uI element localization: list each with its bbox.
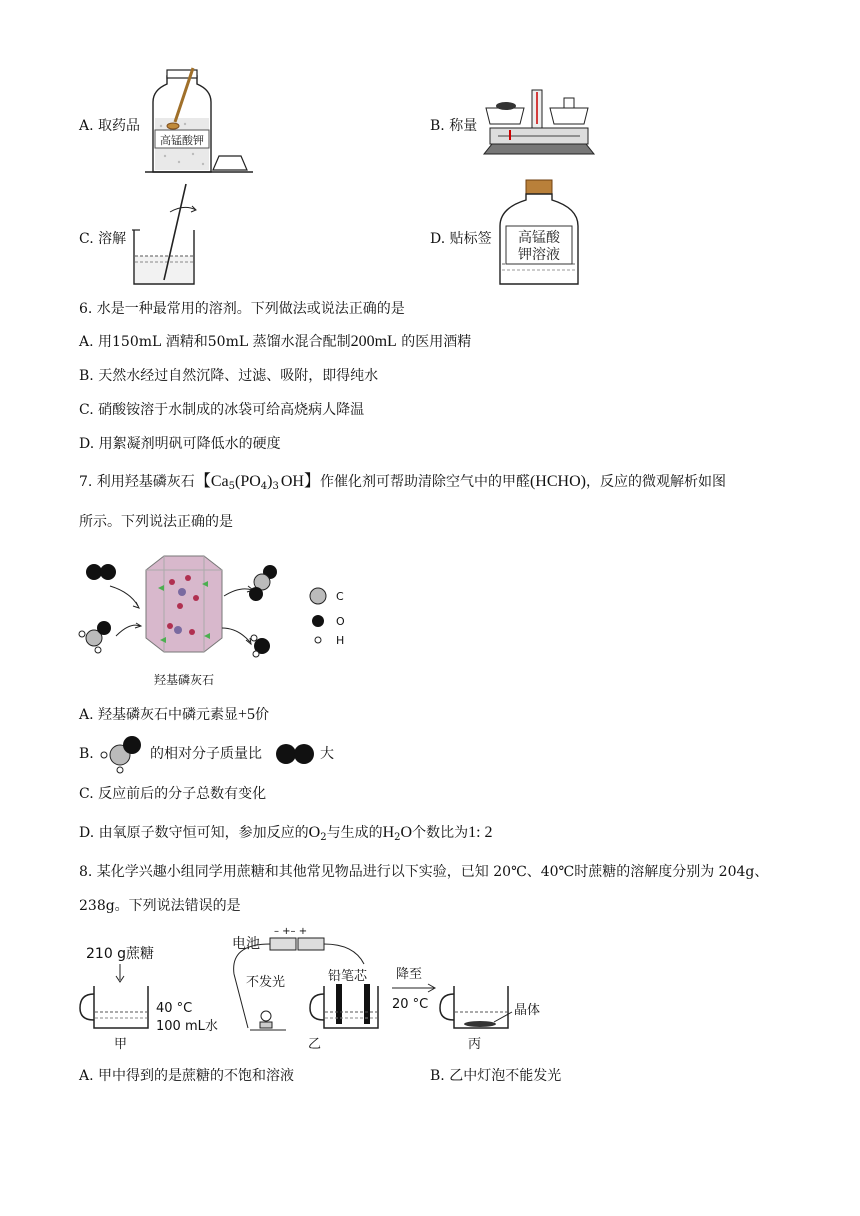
q8-option-b: B. 乙中灯泡不能发光 (430, 1068, 562, 1084)
q6-a-value-3: 200mL (350, 333, 397, 350)
formula-sub-4: 4 (260, 481, 268, 492)
q5-option-c: C. 溶解 (79, 231, 127, 247)
formula-ca: Ca (210, 473, 229, 490)
label-line-2: 钾溶液 (518, 247, 560, 263)
beaker-jia-label: 甲 (114, 1037, 128, 1052)
q6-a-prefix: A. 用 (79, 334, 113, 350)
formula-o-sub: 2 (320, 832, 327, 843)
label-bottle-figure (496, 178, 582, 288)
q7-option-c: C. 反应前后的分子总数有变化 (79, 786, 267, 802)
q7-option-d (79, 823, 493, 848)
q6-option-c: C. 硝酸铵溶于水制成的冰袋可给高烧病人降温 (79, 402, 365, 418)
dissolve-figure (130, 182, 200, 288)
catalyst-caption: 羟基磷灰石 (153, 673, 215, 687)
pencil-lead-label: 铅笔芯 (328, 969, 368, 984)
q7-a-suffix: 价 (255, 707, 270, 723)
oxygen-molecule-icon (274, 742, 318, 766)
q7-d-mid-2: 个数比为 (412, 825, 469, 841)
q7-a-prefix: A. 羟基磷灰石中磷元素显 (79, 707, 239, 723)
svg-text:– +– +: – +– + (274, 926, 308, 937)
sugar-experiment-diagram (74, 926, 564, 1056)
q5-option-b: B. 称量 (430, 118, 478, 134)
formula-o-end: O (400, 824, 413, 841)
q7-stem-mid: 作催化剂可帮助清除空气中的甲醛 (319, 474, 530, 490)
reaction-diagram (74, 548, 364, 688)
crystal-label: 晶体 (514, 1003, 541, 1018)
q8-stem-line-2: 238g。下列说法错误的是 (79, 898, 241, 914)
temp-40-label: 40 °C (156, 1001, 193, 1016)
q6-option-d: D. 用絮凝剂明矾可降低水的硬度 (79, 436, 281, 452)
q6-a-suffix: 的医用酒精 (401, 334, 472, 350)
formula-h: H (382, 824, 395, 841)
legend-o: O (336, 615, 345, 628)
q7-stem-suffix: ，反应的微观解析如图 (585, 474, 726, 490)
label-line-1: 高锰酸 (518, 230, 560, 246)
formula-h-sub: 2 (394, 832, 401, 843)
q7-d-ratio: 1: 2 (468, 824, 493, 841)
q7-option-b-suffix: 大 (320, 746, 334, 762)
balance-figure (480, 84, 598, 160)
beaker-bing-label: 丙 (468, 1037, 482, 1052)
q6-option-a (79, 332, 471, 352)
q6-option-b: B. 天然水经过自然沉降、过滤、吸附，即得纯水 (79, 368, 379, 384)
legend-c: C (336, 590, 344, 603)
q8-option-a: A. 甲中得到的是蔗糖的不饱和溶液 (79, 1068, 295, 1084)
legend-h: H (336, 634, 345, 647)
formula-oh: OH (280, 473, 304, 490)
no-light-label: 不发光 (246, 975, 286, 990)
q6-a-mid-1: 酒精和 (165, 334, 208, 350)
q7-stem-prefix: 7. 利用羟基磷灰石 (79, 474, 195, 490)
water-label: 100 mL水 (156, 1019, 218, 1034)
q8-stem-line-1: 8. 某化学兴趣小组同学用蔗糖和其他常见物品进行以下实验，已知 20℃、40℃时蔗糖的溶解度分别为 204g、 (79, 864, 769, 880)
q7-d-prefix: D. 由氧原子数守恒可知，参加反应的 (79, 825, 309, 841)
q7-a-value: +5 (238, 706, 256, 723)
temp-20-label: 20 °C (392, 997, 429, 1012)
q6-stem: 6. 水是一种最常用的溶剂。下列做法或说法正确的是 (79, 301, 405, 317)
q7-stem-line-2: 所示。下列说法正确的是 (79, 514, 233, 530)
q6-a-value-2: 50mL (207, 334, 249, 350)
formula-o: O (308, 824, 321, 841)
formula-sub-5: 5 (228, 481, 235, 492)
q7-d-mid: 与生成的 (326, 825, 383, 841)
q5-option-a: A. 取药品 (79, 118, 141, 134)
take-reagent-figure (145, 66, 255, 178)
beaker-yi-label: 乙 (308, 1037, 322, 1052)
q7-option-b-mid: 的相对分子质量比 (150, 746, 262, 762)
formula-sub-3: 3 (272, 481, 279, 492)
q6-a-mid-2: 蒸馏水混合配制 (252, 334, 351, 350)
formaldehyde-molecule-icon (100, 735, 146, 775)
q6-a-value-1: 150mL (112, 334, 162, 350)
sugar-label: 210 g蔗糖 (86, 946, 155, 962)
formula-hcho: HCHO (535, 473, 581, 490)
battery-label: 电池 (232, 936, 260, 952)
bottle-label: 高锰酸钾 (160, 134, 204, 147)
q7-stem: 7. 利用羟基磷灰石【$Ca_5(PO_4)_3$ OH】作催化剂可帮助清除空气中的甲醛(HCHO)，反应的微观解析如图 (79, 473, 726, 492)
q7-option-a (79, 705, 269, 725)
q7-option-b-prefix: B. (79, 746, 94, 762)
formula-po4: PO (240, 473, 261, 490)
q5-option-d: D. 贴标签 (430, 231, 492, 247)
cool-to-label: 降至 (396, 967, 423, 982)
